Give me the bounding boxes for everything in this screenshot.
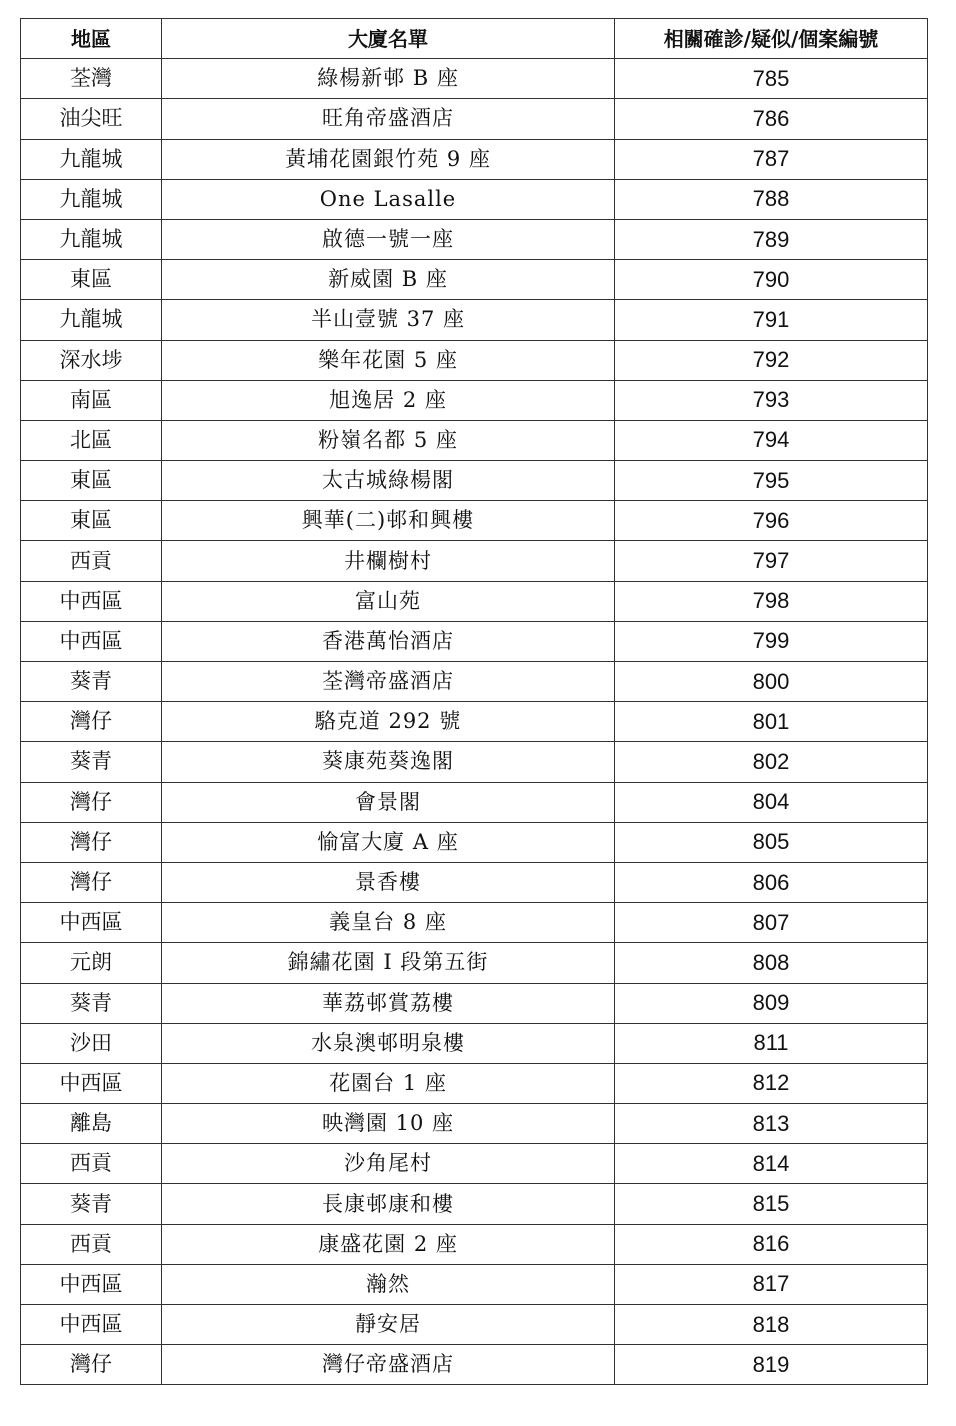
cell-building: 太古城綠楊閣 (162, 461, 615, 501)
cell-building: 愉富大廈 A 座 (162, 822, 615, 862)
table-body (21, 59, 928, 1385)
header-building: 大廈名單 (162, 19, 615, 59)
cell-district: 中西區 (21, 903, 162, 943)
cell-case-number: 801 (615, 702, 928, 742)
table-row (21, 260, 928, 300)
cell-district: 中西區 (21, 1063, 162, 1103)
table-row (21, 219, 928, 259)
table-row (21, 1023, 928, 1063)
buildings-table (20, 18, 928, 1385)
cell-district: 中西區 (21, 1264, 162, 1304)
cell-building: 華荔邨賞荔樓 (162, 983, 615, 1023)
cell-building: 駱克道 292 號 (162, 702, 615, 742)
table-row (21, 782, 928, 822)
cell-case-number: 797 (615, 541, 928, 581)
cell-district: 九龍城 (21, 219, 162, 259)
cell-building: 瀚然 (162, 1264, 615, 1304)
cell-case-number: 798 (615, 581, 928, 621)
table-row (21, 1264, 928, 1304)
cell-case-number: 796 (615, 501, 928, 541)
table-row (21, 662, 928, 702)
cell-case-number: 805 (615, 822, 928, 862)
cell-case-number: 789 (615, 219, 928, 259)
cell-case-number: 818 (615, 1305, 928, 1345)
cell-building: 興華(二)邨和興樓 (162, 501, 615, 541)
cell-district: 油尖旺 (21, 99, 162, 139)
table-row (21, 541, 928, 581)
table-row (21, 1144, 928, 1184)
cell-building: 粉嶺名都 5 座 (162, 420, 615, 460)
cell-building: 靜安居 (162, 1305, 615, 1345)
cell-case-number: 806 (615, 862, 928, 902)
cell-building: 樂年花園 5 座 (162, 340, 615, 380)
cell-building: 灣仔帝盛酒店 (162, 1345, 615, 1385)
cell-district: 九龍城 (21, 179, 162, 219)
cell-district: 西貢 (21, 1144, 162, 1184)
cell-building: 荃灣帝盛酒店 (162, 662, 615, 702)
cell-building: 啟德一號一座 (162, 219, 615, 259)
cell-district: 南區 (21, 380, 162, 420)
cell-district: 深水埗 (21, 340, 162, 380)
cell-district: 中西區 (21, 1305, 162, 1345)
cell-case-number: 795 (615, 461, 928, 501)
cell-building: 水泉澳邨明泉樓 (162, 1023, 615, 1063)
cell-building: 花園台 1 座 (162, 1063, 615, 1103)
table-row (21, 380, 928, 420)
cell-district: 葵青 (21, 662, 162, 702)
table-row (21, 1063, 928, 1103)
cell-case-number: 785 (615, 59, 928, 99)
cell-district: 北區 (21, 420, 162, 460)
cell-building: 旭逸居 2 座 (162, 380, 615, 420)
cell-building: 井欄樹村 (162, 541, 615, 581)
cell-case-number: 819 (615, 1345, 928, 1385)
cell-district: 中西區 (21, 581, 162, 621)
cell-case-number: 807 (615, 903, 928, 943)
cell-building: 葵康苑葵逸閣 (162, 742, 615, 782)
table-row (21, 420, 928, 460)
table-row (21, 1104, 928, 1144)
cell-district: 東區 (21, 461, 162, 501)
cell-district: 中西區 (21, 621, 162, 661)
table-header-row (21, 19, 928, 59)
cell-case-number: 799 (615, 621, 928, 661)
cell-case-number: 815 (615, 1184, 928, 1224)
cell-district: 東區 (21, 260, 162, 300)
cell-building: 義皇台 8 座 (162, 903, 615, 943)
table-row (21, 822, 928, 862)
cell-case-number: 804 (615, 782, 928, 822)
cell-district: 灣仔 (21, 702, 162, 742)
cell-case-number: 813 (615, 1104, 928, 1144)
cell-district: 灣仔 (21, 862, 162, 902)
cell-case-number: 792 (615, 340, 928, 380)
table-row (21, 581, 928, 621)
cell-case-number: 811 (615, 1023, 928, 1063)
cell-building: 會景閣 (162, 782, 615, 822)
cell-building: 黃埔花園銀竹苑 9 座 (162, 139, 615, 179)
table-row (21, 983, 928, 1023)
cell-case-number: 812 (615, 1063, 928, 1103)
cell-district: 離島 (21, 1104, 162, 1144)
cell-case-number: 817 (615, 1264, 928, 1304)
cell-building: 長康邨康和樓 (162, 1184, 615, 1224)
cell-building: 旺角帝盛酒店 (162, 99, 615, 139)
cell-district: 沙田 (21, 1023, 162, 1063)
cell-case-number: 790 (615, 260, 928, 300)
table-row (21, 742, 928, 782)
cell-case-number: 791 (615, 300, 928, 340)
table-row (21, 903, 928, 943)
cell-building: 沙角尾村 (162, 1144, 615, 1184)
cell-district: 西貢 (21, 1224, 162, 1264)
table-row (21, 139, 928, 179)
cell-district: 九龍城 (21, 139, 162, 179)
table-row (21, 501, 928, 541)
cell-district: 荃灣 (21, 59, 162, 99)
cell-district: 灣仔 (21, 822, 162, 862)
cell-case-number: 814 (615, 1144, 928, 1184)
cell-building: One Lasalle (162, 179, 615, 219)
cell-case-number: 816 (615, 1224, 928, 1264)
cell-building: 新威園 B 座 (162, 260, 615, 300)
cell-district: 葵青 (21, 742, 162, 782)
cell-case-number: 787 (615, 139, 928, 179)
table-row (21, 461, 928, 501)
cell-case-number: 809 (615, 983, 928, 1023)
table-row (21, 702, 928, 742)
cell-case-number: 808 (615, 943, 928, 983)
cell-case-number: 793 (615, 380, 928, 420)
cell-case-number: 794 (615, 420, 928, 460)
cell-district: 灣仔 (21, 1345, 162, 1385)
table-row (21, 1345, 928, 1385)
header-district: 地區 (21, 19, 162, 59)
cell-building: 香港萬怡酒店 (162, 621, 615, 661)
cell-building: 富山苑 (162, 581, 615, 621)
table-row (21, 1305, 928, 1345)
cell-district: 葵青 (21, 983, 162, 1023)
table-row (21, 943, 928, 983)
table-row (21, 59, 928, 99)
cell-case-number: 800 (615, 662, 928, 702)
cell-building: 映灣園 10 座 (162, 1104, 615, 1144)
cell-district: 葵青 (21, 1184, 162, 1224)
table-row (21, 1224, 928, 1264)
table-row (21, 1184, 928, 1224)
cell-case-number: 788 (615, 179, 928, 219)
header-case-number: 相關確診/疑似/個案編號 (615, 19, 928, 59)
cell-building: 康盛花園 2 座 (162, 1224, 615, 1264)
cell-building: 綠楊新邨 B 座 (162, 59, 615, 99)
cell-district: 元朗 (21, 943, 162, 983)
cell-case-number: 802 (615, 742, 928, 782)
cell-district: 九龍城 (21, 300, 162, 340)
cell-district: 西貢 (21, 541, 162, 581)
table-row (21, 621, 928, 661)
table-row (21, 300, 928, 340)
cell-building: 半山壹號 37 座 (162, 300, 615, 340)
table-row (21, 862, 928, 902)
cell-building: 錦繡花園 I 段第五街 (162, 943, 615, 983)
table-row (21, 99, 928, 139)
table-row (21, 340, 928, 380)
cell-building: 景香樓 (162, 862, 615, 902)
cell-district: 灣仔 (21, 782, 162, 822)
cell-district: 東區 (21, 501, 162, 541)
buildings-table-container (20, 18, 927, 1385)
cell-case-number: 786 (615, 99, 928, 139)
table-row (21, 179, 928, 219)
